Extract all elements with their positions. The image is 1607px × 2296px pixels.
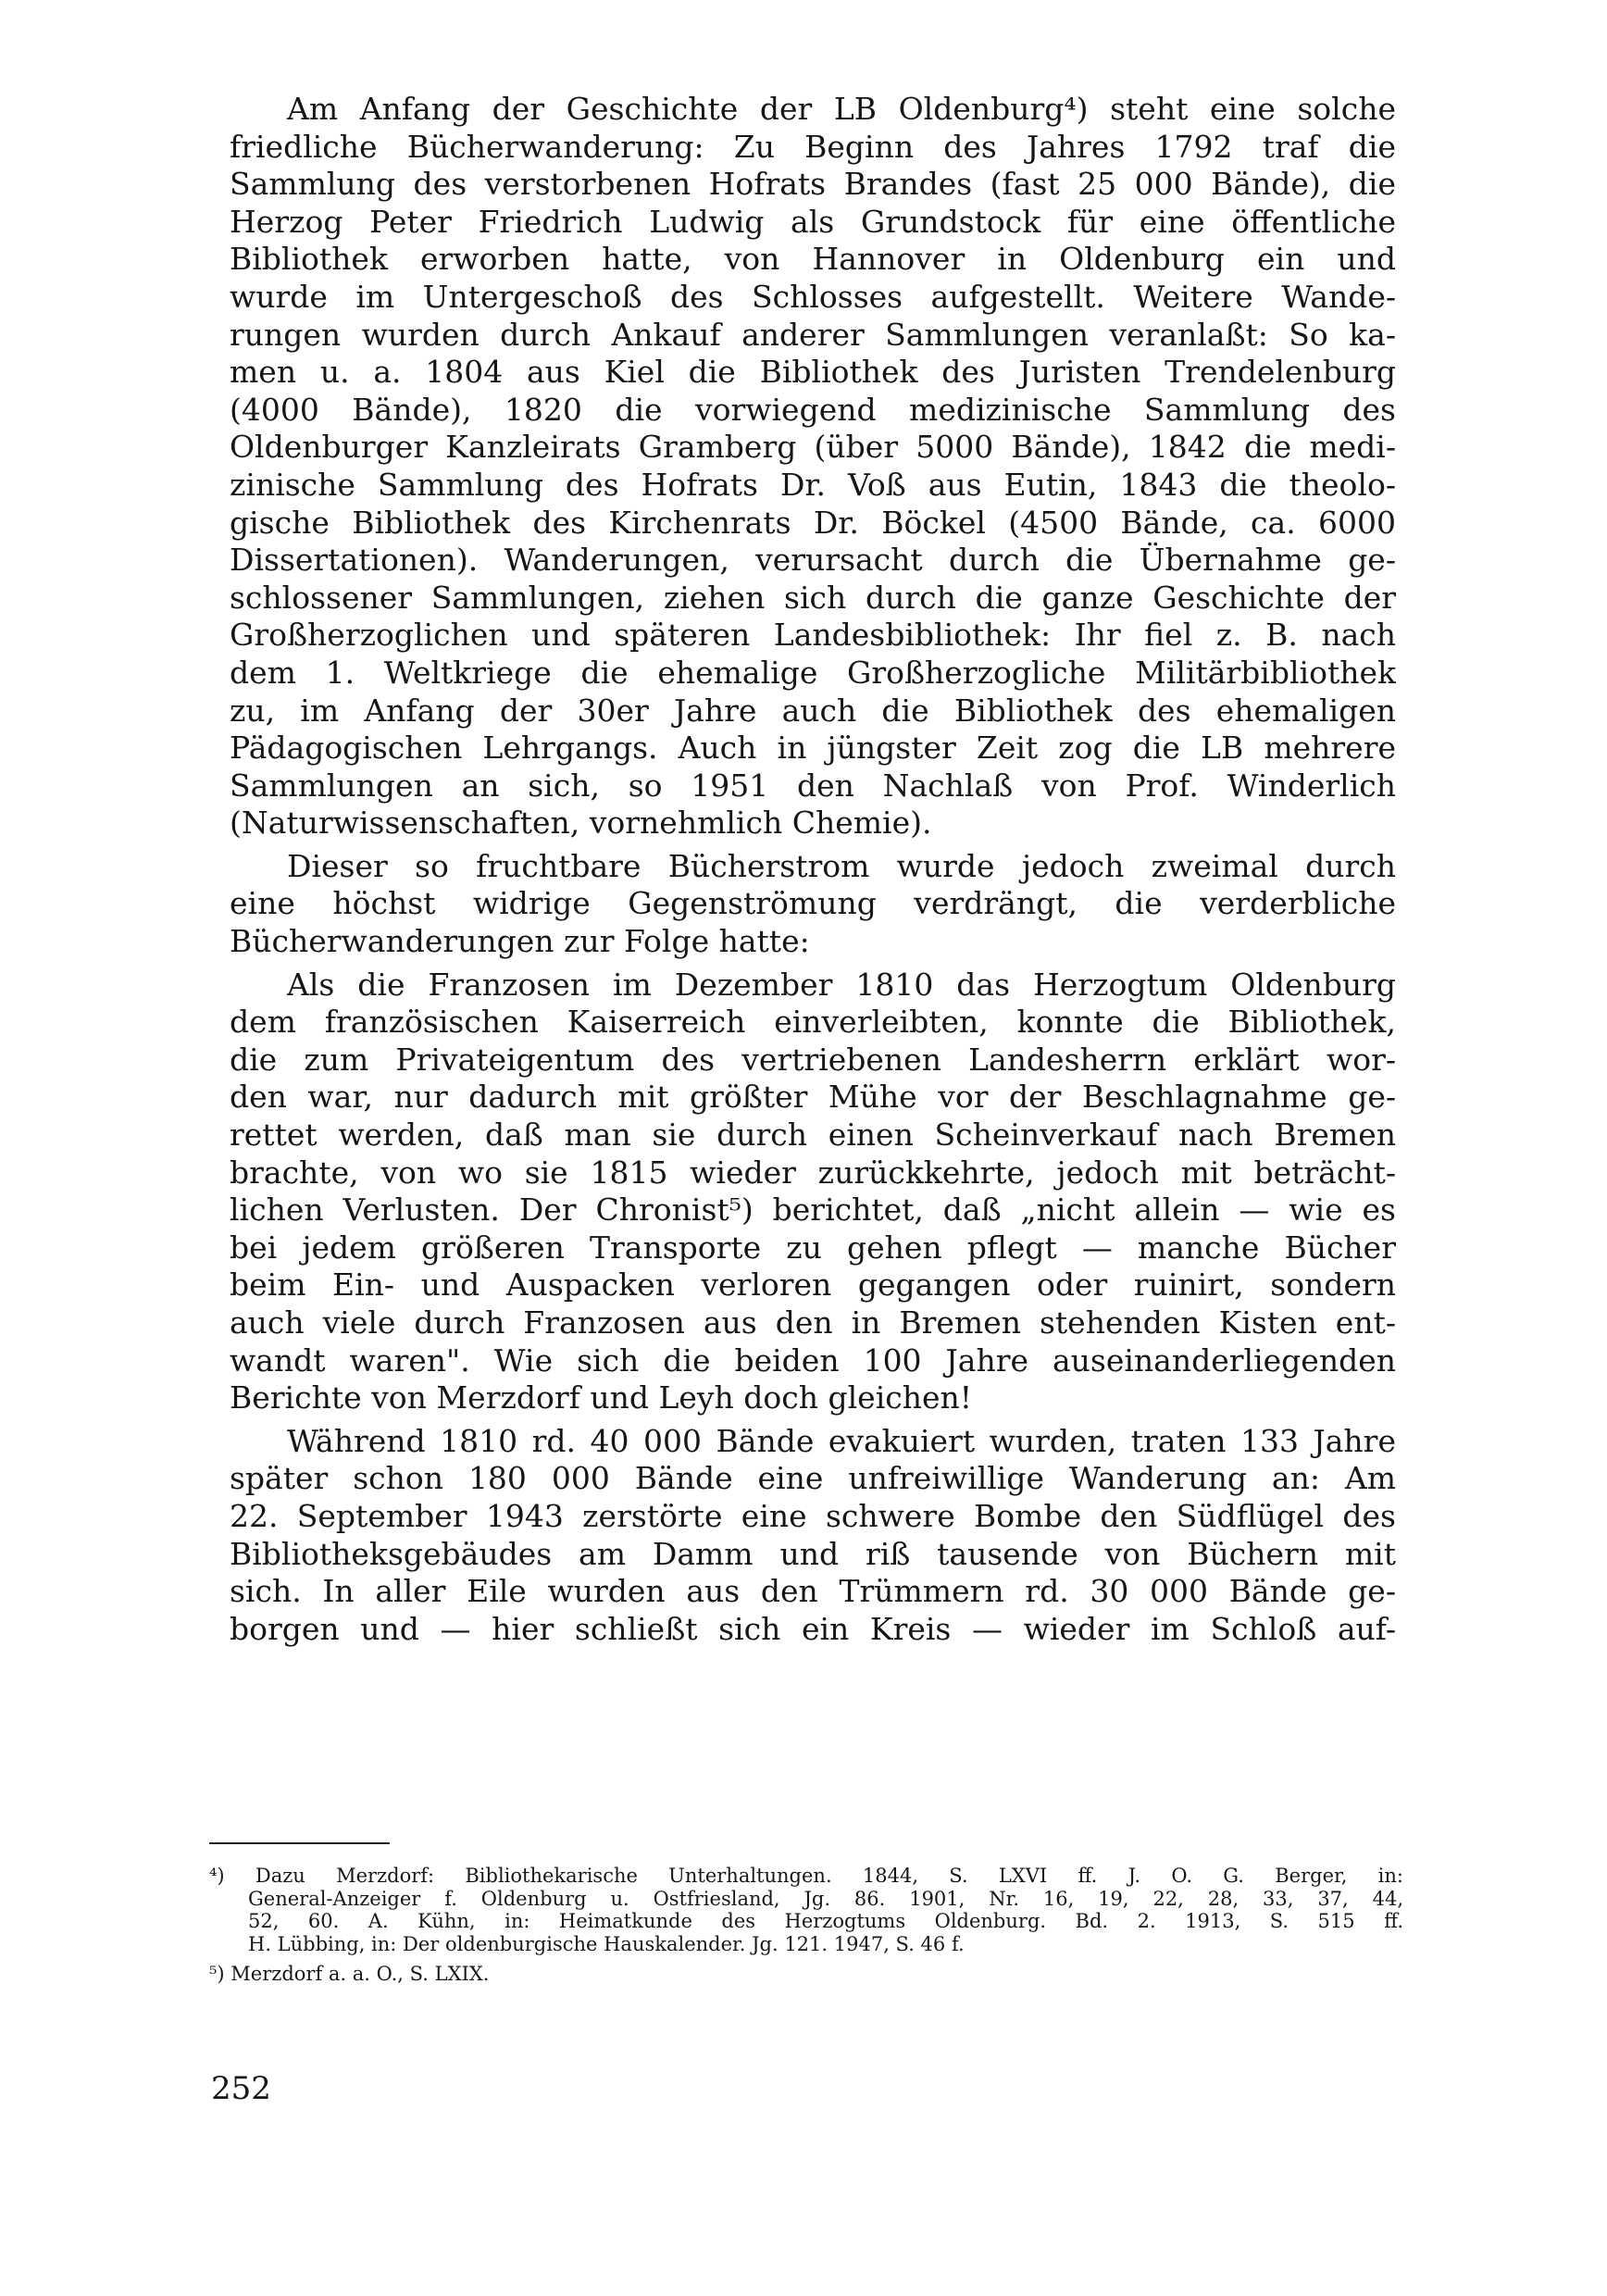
paragraph-1: [230, 91, 1396, 842]
paragraph-3: [230, 967, 1396, 1417]
text-line: schlossener Sammlungen, ziehen sich durch die ganze Geschichte der: [230, 579, 1396, 616]
paragraph-2: [230, 848, 1396, 961]
main-text: [230, 91, 1396, 1653]
text-line: Bibliothek erworben hatte, von Hannover in Oldenburg ein und: [230, 241, 1396, 278]
footnote-line: General-Anzeiger f. Oldenburg u. Ostfriesland, Jg. 86. 1901, Nr. 16, 19, 22, 28, 33, 37, 44,: [248, 1887, 1403, 1910]
text-line: auch viele durch Franzosen aus den in Bremen stehenden Kisten ent-: [230, 1304, 1396, 1341]
text-line: Am Anfang der Geschichte der LB Oldenburg⁴) steht eine solche: [287, 91, 1396, 127]
text-line: Als die Franzosen im Dezember 1810 das Herzogtum Oldenburg: [287, 966, 1396, 1003]
text-line: 22. September 1943 zerstörte eine schwere Bombe den Südflügel des: [230, 1497, 1396, 1534]
text-line: Pädagogischen Lehrgangs. Auch in jüngster Zeit zog die LB mehrere: [230, 730, 1396, 767]
text-line: Herzog Peter Friedrich Ludwig als Grundstock für eine öffentliche: [230, 203, 1396, 240]
text-line: dem französischen Kaiserreich einverleibten, konnte die Bibliothek,: [230, 1004, 1396, 1041]
text-line: Während 1810 rd. 40 000 Bände evakuiert wurden, traten 133 Jahre: [287, 1422, 1396, 1459]
footnote-line: H. Lübbing, in: Der oldenburgische Hauskalender. Jg. 121. 1947, S. 46 f.: [248, 1932, 965, 1955]
footnote-line: ⁵) Merzdorf a. a. O., S. LXIX.: [209, 1963, 490, 1985]
text-line: Bücherwanderungen zur Folge hatte:: [230, 923, 810, 960]
text-line: (Naturwissenschaften, vornehmlich Chemie).: [230, 805, 932, 842]
text-line: Berichte von Merzdorf und Leyh doch gleichen!: [230, 1379, 973, 1416]
footnote-4: [209, 1865, 1403, 1955]
text-line: gische Bibliothek des Kirchenrats Dr. Böckel (4500 Bände, ca. 6000: [230, 504, 1396, 541]
text-line: Dissertationen). Wanderungen, verursacht durch die Übernahme ge-: [230, 542, 1396, 579]
text-line: Großherzoglichen und späteren Landesbibliothek: Ihr fiel z. B. nach: [230, 617, 1396, 654]
paragraph-4: [230, 1423, 1396, 1649]
text-line: brachte, von wo sie 1815 wieder zurückkehrte, jedoch mit beträcht-: [230, 1154, 1396, 1191]
footnote-5: [209, 1963, 1403, 1986]
footnote-line: 52, 60. A. Kühn, in: Heimatkunde des Herzogtums Oldenburg. Bd. 2. 1913, S. 515 ff.: [248, 1910, 1403, 1932]
text-line: sich. In aller Eile wurden aus den Trümmern rd. 30 000 Bände ge-: [230, 1573, 1396, 1610]
text-line: Bibliotheksgebäudes am Damm und riß tausende von Büchern mit: [230, 1535, 1396, 1572]
text-line: friedliche Bücherwanderung: Zu Beginn des Jahres 1792 traf die: [230, 128, 1396, 165]
text-line: zinische Sammlung des Hofrats Dr. Voß aus Eutin, 1843 die theolo-: [230, 466, 1396, 503]
text-line: bei jedem größeren Transporte zu gehen pflegt — manche Bücher: [230, 1229, 1396, 1266]
footnotes: [209, 1865, 1403, 1993]
text-line: zu, im Anfang der 30er Jahre auch die Bibliothek des ehemaligen: [230, 692, 1396, 729]
text-line: lichen Verlusten. Der Chronist⁵) berichtet, daß „nicht allein — wie es: [230, 1192, 1396, 1229]
text-line: den war, nur dadurch mit größter Mühe vor der Beschlagnahme ge-: [230, 1079, 1396, 1116]
text-line: später schon 180 000 Bände eine unfreiwillige Wanderung an: Am: [230, 1460, 1396, 1497]
text-line: borgen und — hier schließt sich ein Kreis — wieder im Schloß auf-: [230, 1610, 1396, 1647]
text-line: rettet werden, daß man sie durch einen Scheinverkauf nach Bremen: [230, 1117, 1396, 1154]
footnote-separator: [209, 1842, 390, 1844]
text-line: (4000 Bände), 1820 die vorwiegend medizinische Sammlung des: [230, 391, 1396, 428]
text-line: rungen wurden durch Ankauf anderer Sammlungen veranlaßt: So ka-: [230, 316, 1396, 353]
text-line: eine höchst widrige Gegenströmung verdrängt, die verderbliche: [230, 885, 1396, 922]
text-line: wandt waren". Wie sich die beiden 100 Jahre auseinanderliegenden: [230, 1341, 1396, 1379]
text-line: beim Ein- und Auspacken verloren gegangen oder ruinirt, sondern: [230, 1267, 1396, 1304]
page-number: 252: [211, 2070, 271, 2107]
text-line: men u. a. 1804 aus Kiel die Bibliothek des Juristen Trendelenburg: [230, 354, 1396, 391]
text-line: wurde im Untergeschoß des Schlosses aufgestellt. Weitere Wande-: [230, 278, 1396, 315]
text-line: die zum Privateigentum des vertriebenen Landesherrn erklärt wor-: [230, 1041, 1396, 1078]
text-line: Sammlungen an sich, so 1951 den Nachlaß von Prof. Winderlich: [230, 767, 1396, 804]
text-line: Sammlung des verstorbenen Hofrats Brandes (fast 25 000 Bände), die: [230, 166, 1396, 203]
text-line: dem 1. Weltkriege die ehemalige Großherzogliche Militärbibliothek: [230, 654, 1396, 691]
text-line: Dieser so fruchtbare Bücherstrom wurde jedoch zweimal durch: [287, 847, 1396, 884]
text-line: Oldenburger Kanzleirats Gramberg (über 5000 Bände), 1842 die medi-: [230, 429, 1396, 466]
footnote-line: ⁴) Dazu Merzdorf: Bibliothekarische Unterhaltungen. 1844, S. LXVI ff. J. O. G. Berger, in:: [209, 1865, 1403, 1887]
